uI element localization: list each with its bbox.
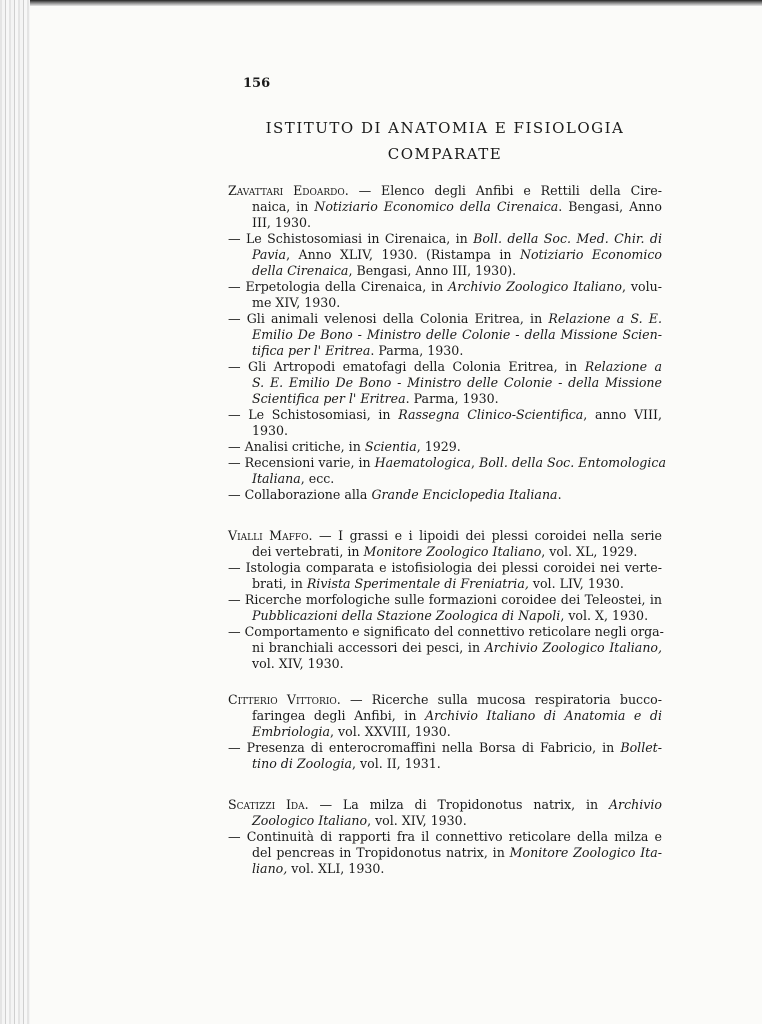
entry-line [228, 183, 662, 199]
entry-line [228, 279, 662, 295]
entry-text: . [557, 487, 562, 502]
bibliography-entry [228, 592, 662, 624]
entry-text: , Anno XLIV, 1930. (Ristampa in [286, 247, 520, 262]
entry-text: dei vertebrati, in [252, 544, 364, 559]
entry-text: , 1929. [416, 439, 461, 454]
entry-text: 1930. [252, 423, 289, 438]
publication-title: Archivio Zoologico Italiano, [484, 640, 663, 655]
publication-title: Scientia [364, 439, 417, 454]
author-name: Vialli Maffo. [228, 528, 313, 543]
publication-title: Scientifica per l' Eritrea [252, 391, 406, 406]
entry-line [252, 640, 662, 656]
entry-line [228, 624, 662, 640]
entry-text: — Elenco degli Anfibi e Rettili della Cire- [348, 183, 662, 198]
entry-line [252, 813, 662, 829]
publication-title: Boll. della Soc. Entomologica [478, 455, 666, 470]
bibliography-entry [228, 407, 662, 439]
entry-line [228, 231, 662, 247]
publication-title: liano, [252, 861, 288, 876]
entry-line [252, 215, 662, 231]
author-name: Scatizzi Ida. [228, 797, 309, 812]
entry-text: — Analisi critiche, in [228, 439, 365, 454]
entry-line [252, 343, 662, 359]
author-section [228, 797, 662, 877]
entry-line [228, 692, 662, 708]
section-title-continued: COMPARATE [387, 145, 503, 163]
publication-title: Archivio Zoologico Italiano [448, 279, 623, 294]
publication-title: della Cirenaica [252, 263, 349, 278]
entry-line [252, 861, 662, 877]
entry-line [228, 455, 666, 471]
entry-line [252, 247, 662, 263]
entry-line [228, 439, 662, 455]
entry-text: III, 1930. [252, 215, 311, 230]
entry-line [252, 708, 662, 724]
entry-text: del pencreas in Tropidonotus natrix, in [252, 845, 510, 860]
entry-text: vol. XIV, 1930. [252, 656, 344, 671]
publication-title: Embriologia [252, 724, 331, 739]
entry-line [228, 528, 662, 544]
publication-title: tino di Zoologia [252, 756, 352, 771]
publication-title: Archivio [608, 797, 662, 812]
bibliography-entry [228, 359, 662, 407]
entry-text: . Bengasi, Anno [558, 199, 662, 214]
author-section [228, 692, 662, 772]
entry-text: — La milza di Tropidonotus natrix, in [308, 797, 609, 812]
author-name: Zavattari Edoardo. [228, 183, 349, 198]
publication-title: S. E. Emilio De Bono - Ministro delle Colonie - della Missione [252, 375, 662, 390]
page-number: 156 [243, 76, 271, 91]
entry-text: vol. LIV, 1930. [528, 576, 624, 591]
entry-line [228, 311, 662, 327]
entry-text: — Gli animali velenosi della Colonia Eritrea, in [228, 311, 549, 326]
bibliography-entry [228, 183, 662, 231]
publication-title: tifica per l' Eritrea [252, 343, 371, 358]
bibliography-entry [228, 487, 662, 503]
entry-line [252, 756, 662, 772]
entry-text: . Parma, 1930. [370, 343, 464, 358]
bibliography-entry [228, 829, 662, 877]
entry-line [228, 560, 662, 576]
publication-title: Haematologica [374, 455, 471, 470]
publication-title: Italiana [252, 471, 301, 486]
entry-line [252, 544, 662, 560]
entry-text: — Erpetologia della Cirenaica, in [228, 279, 449, 294]
entry-text: — Continuità di rapporti fra il connettivo reticolare della milza e [228, 829, 662, 844]
entry-line [228, 592, 662, 608]
entry-text: naica, in [252, 199, 315, 214]
entry-line [252, 263, 662, 279]
author-section [228, 183, 666, 503]
entry-text: , vol. X, 1930. [560, 608, 649, 623]
entry-line [252, 471, 662, 487]
publication-title: Bollet- [620, 740, 662, 755]
entry-line [228, 797, 662, 813]
entry-text: , [470, 455, 479, 470]
bibliography-entry [228, 439, 662, 455]
bibliography-entry [228, 624, 662, 672]
publication-title: Emilio De Bono - Ministro delle Colonie - della Missione Scien- [252, 327, 662, 342]
entry-line [228, 487, 662, 503]
bibliography-entry [228, 528, 662, 560]
entry-text: — Istologia comparata e istofisiologia dei plessi coroidei nei verte- [228, 560, 662, 575]
bibliography-entry [228, 797, 662, 829]
entry-line [252, 375, 662, 391]
entry-line [228, 740, 662, 756]
entry-text: — Ricerche morfologiche sulle formazioni coroidee dei Teleostei, in [228, 592, 662, 607]
entry-line [252, 391, 662, 407]
scan-top-edge [0, 0, 762, 6]
entry-text: , Bengasi, Anno III, 1930). [348, 263, 517, 278]
entry-line [228, 359, 662, 375]
bibliography-entry [228, 311, 662, 359]
entry-text: — Recensioni varie, in [228, 455, 375, 470]
author-section [228, 528, 662, 672]
entry-line [252, 656, 662, 672]
author-name: Citterio Vittorio. [228, 692, 341, 707]
entry-line [252, 724, 662, 740]
bibliography-entry [228, 231, 662, 279]
entry-line [228, 829, 662, 845]
entry-text: — Comportamento e significato del connettivo reticolare negli orga- [228, 624, 664, 639]
publication-title: Rivista Sperimentale di Freniatria, [306, 576, 529, 591]
entry-text: brati, in [252, 576, 307, 591]
entry-text: , vol. II, 1931. [352, 756, 441, 771]
publication-title: Pavia [252, 247, 287, 262]
entry-text: — Collaborazione alla [228, 487, 372, 502]
entry-line [252, 608, 662, 624]
entry-text: — Presenza di enterocromaffini nella Borsa di Fabricio, in [228, 740, 621, 755]
publication-title: Relazione a [584, 359, 663, 374]
entry-text: , vol. XIV, 1930. [367, 813, 467, 828]
publication-title: Monitore Zoologico Ita- [509, 845, 662, 860]
entry-text: — Le Schistosomiasi in Cirenaica, in [228, 231, 474, 246]
entry-line [252, 295, 662, 311]
publication-title: Archivio Italiano di Anatomia e di [424, 708, 662, 723]
publication-title: Notiziario Economico della Cirenaica [314, 199, 559, 214]
bibliography-entry [228, 560, 662, 592]
entry-text: — Le Schistosomiasi, in [228, 407, 399, 422]
entry-line [228, 407, 662, 423]
entry-line [252, 327, 662, 343]
entry-line [252, 199, 662, 215]
entry-text: — Gli Artropodi ematofagi della Colonia Eritrea, in [228, 359, 585, 374]
entry-text: , anno VIII, [583, 407, 662, 422]
bibliography-entry [228, 455, 666, 487]
publication-title: Notiziario Economico [519, 247, 663, 262]
entry-text: , vol. XXVIII, 1930. [330, 724, 451, 739]
publication-title: Pubblicazioni della Stazione Zoologica di Napoli [252, 608, 561, 623]
entry-line [252, 423, 662, 439]
publication-title: Boll. della Soc. Med. Chir. di [473, 231, 662, 246]
bibliography-entry [228, 692, 662, 740]
entry-text: . Parma, 1930. [405, 391, 499, 406]
entry-text: vol. XLI, 1930. [287, 861, 385, 876]
publication-title: Rassegna Clinico-Scientifica [398, 407, 584, 422]
entry-text: — I grassi e i lipoidi dei plessi coroidei nella serie [312, 528, 662, 543]
bibliography-entry [228, 279, 662, 311]
entry-line [252, 845, 662, 861]
publication-title: Grande Enciclopedia Italiana [371, 487, 558, 502]
entry-text: , vol. XL, 1929. [541, 544, 638, 559]
entry-text: , volu- [622, 279, 662, 294]
entry-line [252, 576, 662, 592]
entry-text: me XIV, 1930. [252, 295, 341, 310]
entry-text: ni branchiali accessori dei pesci, in [252, 640, 485, 655]
bibliography-entry [228, 740, 662, 772]
section-title: ISTITUTO DI ANATOMIA E FISIOLOGIA [265, 119, 625, 137]
publication-title: Monitore Zoologico Italiano [363, 544, 542, 559]
entry-text: — Ricerche sulla mucosa respiratoria bucco- [340, 692, 662, 707]
entry-text: faringea degli Anfibi, in [252, 708, 425, 723]
entry-text: , ecc. [300, 471, 335, 486]
scan-binding-edge [0, 0, 30, 1024]
publication-title: Relazione a S. E. [548, 311, 662, 326]
publication-title: Zoologico Italiano [252, 813, 368, 828]
